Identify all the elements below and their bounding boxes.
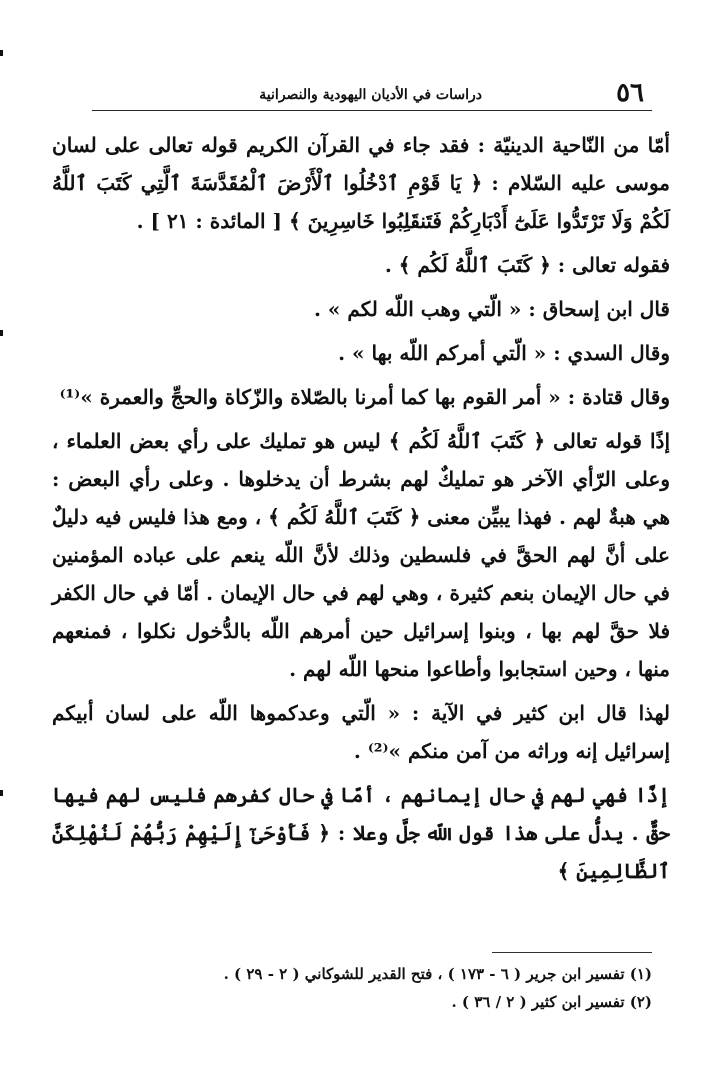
paragraph-religious-aspect: أمّا من النّاحية الدينيّة : فقد جاء في القرآن الكريم قوله تعالى على لسان موسى عليه السّلام : ﴿ يَا قَوْمِ ٱدْخُلُوا ٱلْأَرْضَ ٱلْمُقَدَّسَةَ ٱلَّتِي كَتَبَ ٱللَّهُ لَكُمْ وَلَا تَرْتَدُّوا عَلَىٰٓ أَدْبَارِكُمْ فَتَنقَلِبُوا خَاسِرِينَ ﴾ [ المائدة : ٢١ ] .: [52, 133, 670, 233]
footnotes: [52, 960, 652, 1016]
page-number: ٥٦: [616, 78, 644, 108]
running-title: دراسات في الأديان اليهودية والنصرانية: [259, 87, 482, 103]
paragraph-conclusion: إذًا فهي لهم في حال إيمانهم ، أمّا في حال كفرهم فليس لهم فيها حقٌّ . يدلُّ على هذا قول اللّه جلَّ وعلا : ﴿ فَأَوْحَىٰٓ إِلَيْهِمْ رَبُّهُمْ لَنُهْلِكَنَّ ٱلظَّالِمِينَ ﴾: [52, 783, 670, 883]
body-text: [52, 126, 670, 896]
scan-edge-mark-middle: [0, 330, 3, 336]
paragraph-interpretation: إذًا قوله تعالى ﴿ كَتَبَ ٱللَّهُ لَكُم ﴾ ليس هو تمليك على رأي بعض العلماء ، وعلى الرّأي الآخر هو تمليكٌ لهم بشرط أن يدخلوها . وعلى رأي البعض : هي هبةٌ لهم . فهذا يبيِّن معنى ﴿ كَتَبَ ٱللَّهُ لَكُم ﴾ ، ومع هذا فليس فيه دليلٌ على أنَّ لهم الحقَّ في فلسطين وذلك لأنَّ اللّه ينعم على عباده المؤمنين في حال الإيمان بنعم كثيرة ، وهي لهم في حال الإيمان . أمّا في حال الكفر فلا حقَّ لهم بها ، وبنوا إسرائيل حين أمرهم اللّه بالدُّخول نكلوا ، فمنعهم منها ، وحين استجابوا وأطاعوا منحها اللّه لهم .: [52, 429, 671, 681]
footnote-divider: [492, 952, 652, 953]
paragraph-ibn-ishaq: قال ابن إسحاق : « الّتي وهب اللّه لكم » .: [314, 297, 670, 321]
footnote-2: (٢) تفسير ابن كثير ( ٢ / ٣٦ ) .: [451, 993, 652, 1011]
paragraph-verse-quote: فقوله تعالى : ﴿ كَتَبَ ٱللَّهُ لَكُم ﴾ .: [384, 253, 670, 277]
scan-edge-mark-top: [0, 50, 3, 56]
footnote-1: (١) تفسير ابن جرير ( ٦ - ١٧٣ ) ، فتح القدير للشوكاني ( ٢ - ٢٩ ) .: [223, 965, 652, 983]
paragraph-ibn-kathir: لهذا قال ابن كثير في الآية : « الّتي وعدكموها اللّه على لسان أبيكم إسرائيل إنه وراثه من آمن منكم »⁽²⁾ .: [52, 701, 670, 763]
paragraph-qatada: وقال قتادة : « أمر القوم بها كما أمرنا بالصّلاة والزّكاة والحجِّ والعمرة »⁽¹⁾: [59, 385, 670, 409]
page-header: [92, 78, 652, 111]
paragraph-suddi: وقال السدي : « الّتي أمركم اللّه بها » .: [338, 341, 670, 365]
scan-edge-mark-bottom: [0, 790, 3, 796]
